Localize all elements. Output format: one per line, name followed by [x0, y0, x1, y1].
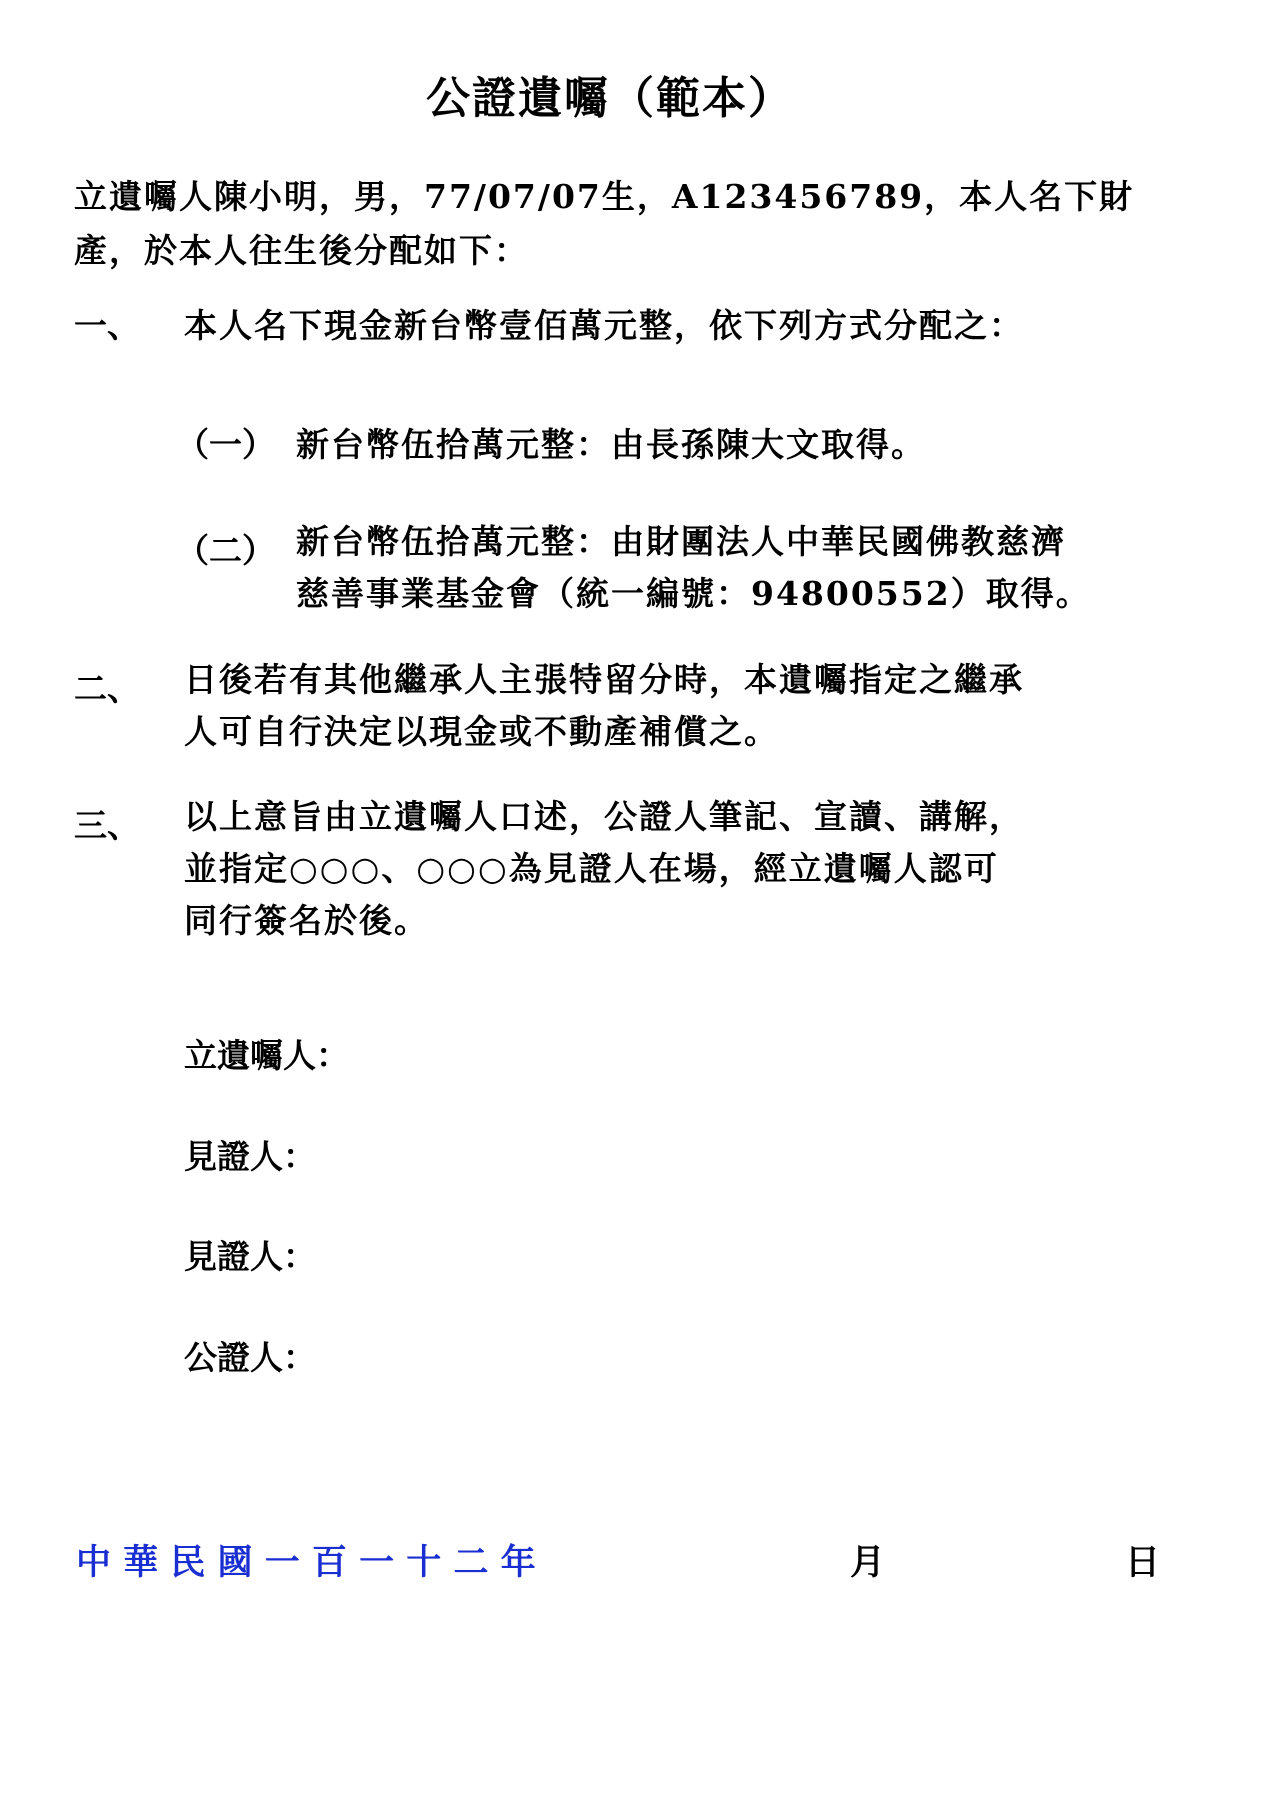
signature-witness-1-label: 見證人：: [184, 1137, 316, 1176]
clause-3-number: 三、: [74, 806, 140, 845]
intro-line-1: 立遺囑人陳小明，男，77/07/07生，A123456789，本人名下財: [74, 177, 1135, 216]
signature-testator-label: 立遺囑人：: [184, 1036, 349, 1075]
clause-3-line-3: 同行簽名於後。: [184, 901, 429, 940]
date-day-label: 日: [1125, 1542, 1161, 1583]
clause-3-text: [184, 791, 1164, 947]
subclause-1-text: 新台幣伍拾萬元整：由長孫陳大文取得。: [296, 425, 926, 464]
subclause-2-number: （二）: [176, 531, 275, 570]
subclause-2-text: [296, 516, 1176, 620]
signature-witness-2-label: 見證人：: [184, 1237, 316, 1276]
date-month-label: 月: [850, 1542, 886, 1583]
subclause-1-number: （一）: [176, 425, 275, 464]
clause-1-number: 一、: [74, 306, 140, 345]
clause-3-line-2: 並指定○○○、○○○為見證人在場，經立遺囑人認可: [184, 849, 999, 888]
clause-3-line-1: 以上意旨由立遺囑人口述，公證人筆記、宣讀、講解，: [184, 797, 1024, 836]
subclause-2-line-1: 新台幣伍拾萬元整：由財團法人中華民國佛教慈濟: [296, 522, 1066, 561]
clause-2-number: 二、: [74, 669, 140, 708]
clause-2-line-2: 人可自行決定以現金或不動產補償之。: [184, 712, 779, 751]
intro-paragraph: [74, 170, 1154, 278]
document-title: 公證遺囑（範本）: [426, 73, 794, 124]
clause-2-line-1: 日後若有其他繼承人主張特留分時，本遺囑指定之繼承: [184, 660, 1024, 699]
subclause-2-line-2: 慈善事業基金會（統一編號：94800552）取得。: [296, 574, 1091, 613]
intro-line-2: 產，於本人往生後分配如下：: [74, 231, 529, 270]
clause-2-text: [184, 654, 1164, 758]
signature-notary-label: 公證人：: [184, 1338, 316, 1377]
date-era-year: 中 華 民 國 一 百 一 十 二 年: [76, 1542, 536, 1583]
clause-1-text: 本人名下現金新台幣壹佰萬元整，依下列方式分配之：: [184, 306, 1024, 345]
